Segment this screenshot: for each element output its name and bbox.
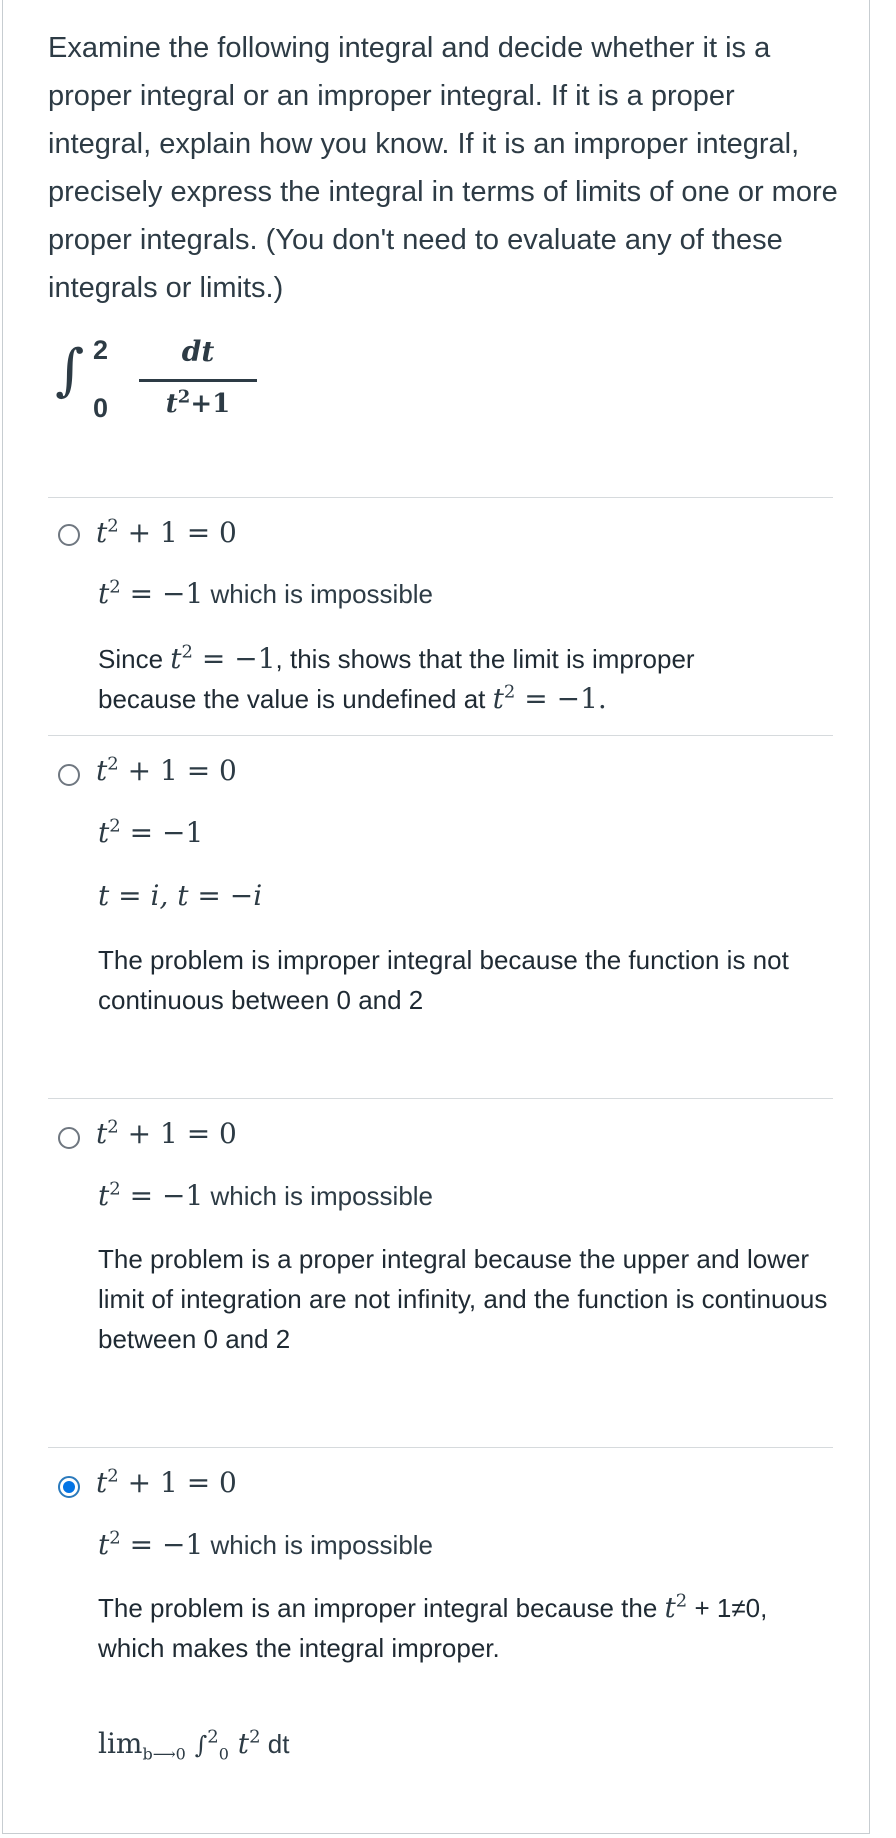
answer-option-2[interactable] — [48, 735, 833, 1099]
integrand-denominator: $t^2+1$ — [165, 386, 231, 419]
answer-equation-2: $t^2 = -1$ — [98, 815, 204, 849]
answer-explanation: The problem is improper integral because the function is not continuous between 0 and 2 — [98, 945, 789, 1015]
answer-equation-2: $t^2 = -1$ which is impossible — [98, 1527, 434, 1561]
answer-option-4[interactable] — [48, 1447, 833, 1835]
integral-upper-limit: 2 — [93, 335, 109, 365]
fraction-bar — [139, 379, 257, 382]
integral-sign: ∫ — [55, 338, 85, 403]
answer-explanation: The problem is a proper integral because the upper and lower limit of integration are not infinity, and the function is continuous between 0 and 2 — [98, 1244, 828, 1354]
answer-explanation: The problem is an improper integral because the $t^2 + 1\ne 0$, which makes the integral improper. — [98, 1590, 768, 1663]
answer-radio-1[interactable] — [58, 524, 80, 546]
answer-equation-1: $t^2 + 1 = 0$ — [96, 515, 237, 549]
answer-radio-3[interactable] — [58, 1127, 80, 1149]
question-text: Examine the following integral and decide whether it is a proper integral or an improper integral. If it is a proper integral, explain how you know. If it is an improper integral, precisely express the integral in terms of limits of one or more proper integrals. (You don't need to evaluate any of these integrals or limits.) — [48, 32, 838, 304]
integral-lower-limit: 0 — [93, 393, 109, 423]
answer-option-3[interactable] — [48, 1098, 833, 1448]
integrand-numerator: dt — [181, 335, 215, 368]
answer-radio-2[interactable] — [58, 764, 80, 786]
answer-option-1[interactable] — [48, 497, 833, 736]
answer-equation-2: $t^2 = -1$ which is impossible — [98, 576, 434, 610]
answer-equation-1: $t^2 + 1 = 0$ — [96, 753, 237, 787]
answer-equation-1: $t^2 + 1 = 0$ — [96, 1116, 237, 1150]
quiz-question-panel — [2, 0, 870, 1834]
answer-limit-expression: $\lim_{b⟶0} \int^2_0$ $t^2$ dt — [98, 1726, 290, 1764]
answer-equation-3: t = i, t = −i — [98, 879, 263, 912]
answer-explanation: Since $t^2 = -1$, this shows that the limit is improper because the value is undefined at $t^2 = -1$. — [98, 641, 695, 715]
answer-equation-1: $t^2 + 1 = 0$ — [96, 1465, 237, 1499]
integral-expression — [55, 335, 255, 425]
answer-equation-2: $t^2 = -1$ which is impossible — [98, 1178, 434, 1212]
answer-radio-4-selected[interactable] — [58, 1476, 80, 1498]
